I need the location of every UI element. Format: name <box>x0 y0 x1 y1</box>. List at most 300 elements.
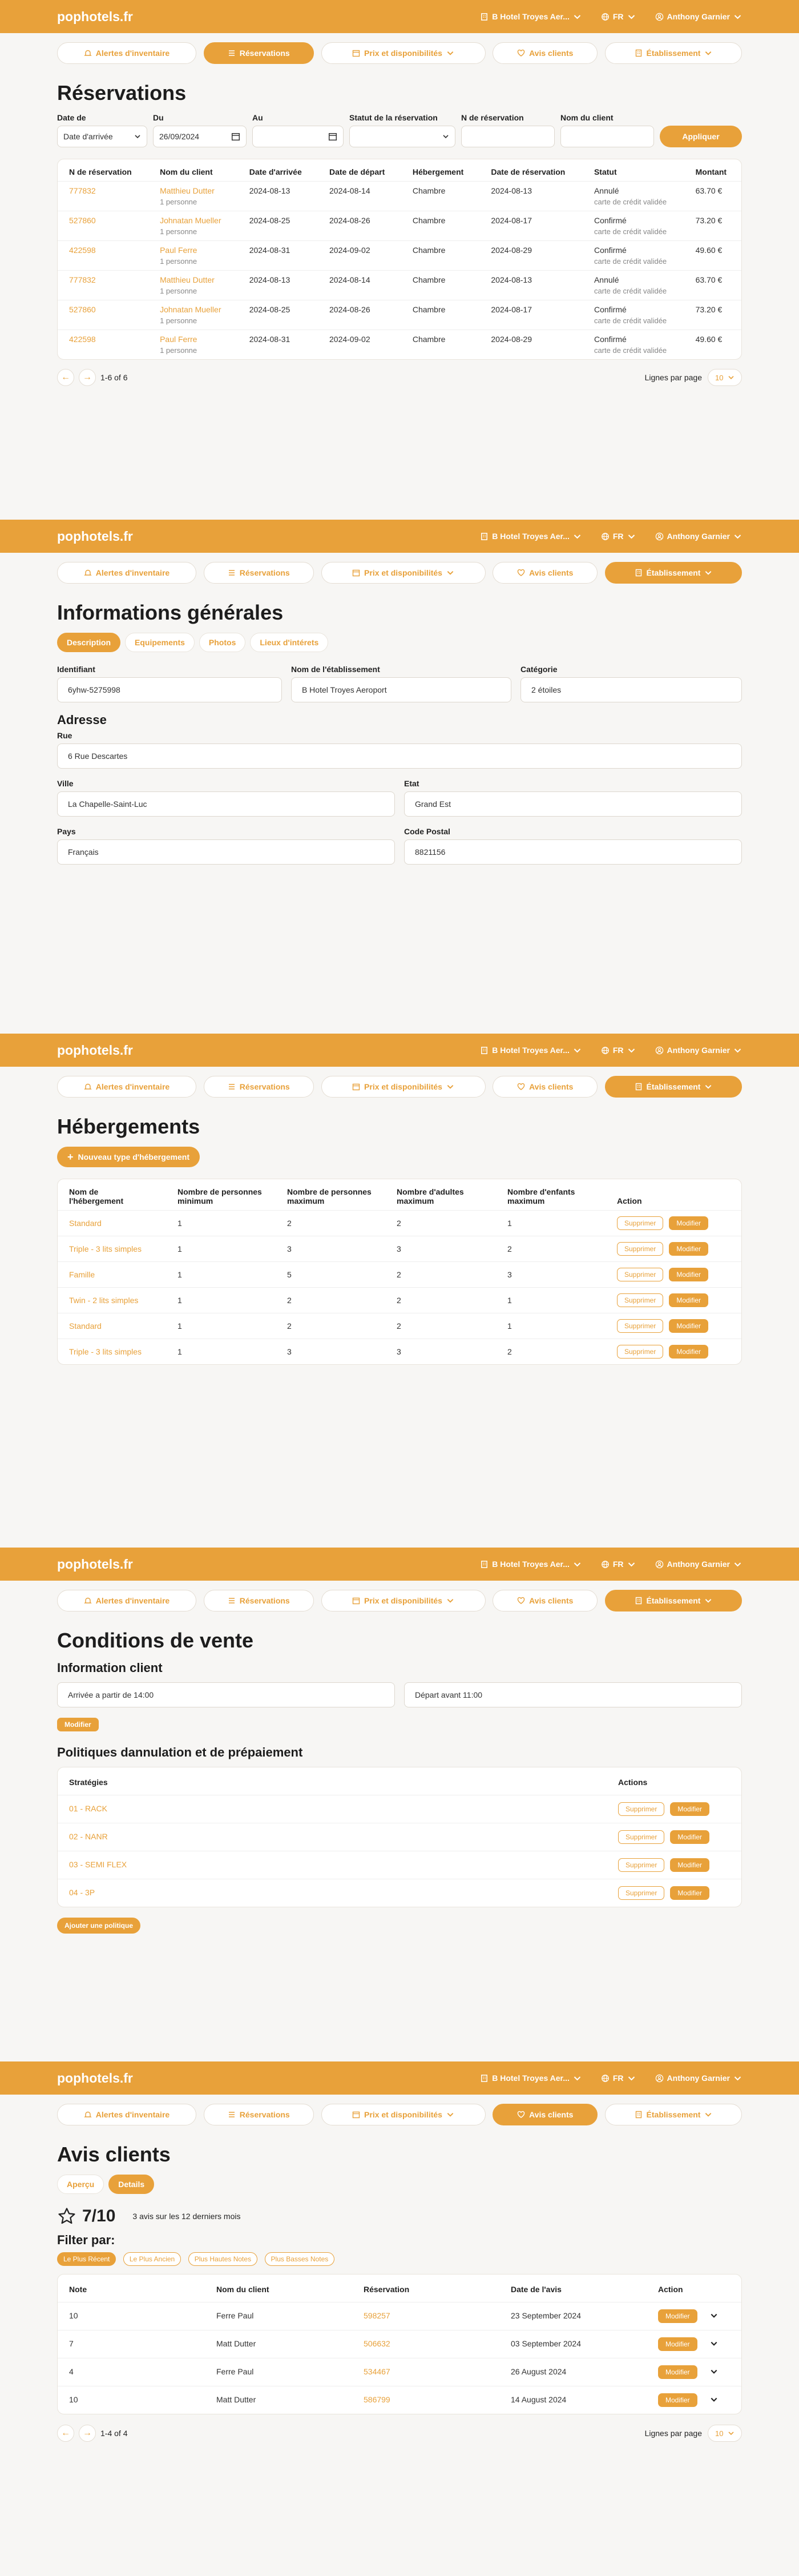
booking-date: 2024-08-17 <box>479 300 583 330</box>
hotel-selector[interactable] <box>480 12 582 21</box>
per-page-value: 10 <box>715 373 724 382</box>
calendar-icon <box>352 2111 360 2119</box>
edit-button[interactable]: Modifier <box>658 2393 697 2407</box>
language-selector[interactable] <box>601 12 636 21</box>
chevron-down-icon <box>728 2430 735 2437</box>
nav-prices-label: Prix et disponibilités <box>364 568 442 577</box>
city-field[interactable]: La Chapelle-Saint-Luc <box>57 791 395 817</box>
tab-overview[interactable]: Aperçu <box>57 2175 104 2194</box>
nav-prices[interactable] <box>321 1590 486 1611</box>
delete-button[interactable]: Supprimer <box>617 1293 663 1307</box>
edit-button[interactable]: Modifier <box>670 1802 709 1816</box>
col-reservation: Réservation <box>352 2274 499 2302</box>
calendar-icon <box>352 1597 360 1605</box>
hotel-selector[interactable] <box>480 1046 582 1055</box>
building-icon <box>480 1560 489 1569</box>
from-date-label: Du <box>153 113 164 122</box>
nav-alerts[interactable] <box>57 2104 196 2125</box>
edit-button[interactable]: Modifier <box>670 1886 709 1900</box>
reviews-screen <box>0 2061 799 2576</box>
nav-alerts-label: Alertes d'inventaire <box>95 49 170 58</box>
calendar-icon <box>328 132 337 141</box>
table-row <box>58 1262 741 1288</box>
client-name-link[interactable]: Johnatan Mueller <box>160 305 221 314</box>
page-range: 1-6 of 6 <box>100 373 128 382</box>
zip-field[interactable]: 8821156 <box>404 839 742 865</box>
star-icon <box>57 2207 76 2226</box>
from-date-input[interactable] <box>153 126 247 147</box>
nav-reviews-label: Avis clients <box>529 2110 574 2119</box>
score-value: 7/10 <box>82 2207 116 2225</box>
room-type: Chambre <box>401 271 480 300</box>
hotel-name: B Hotel Troyes Aer... <box>492 1046 570 1055</box>
tab-description[interactable]: Description <box>57 633 120 652</box>
nav-reviews-label: Avis clients <box>529 1596 574 1605</box>
logo[interactable]: pophotels.fr <box>57 1556 133 1572</box>
user-name: Anthony Garnier <box>667 2073 730 2083</box>
delete-button[interactable]: Supprimer <box>618 1858 664 1872</box>
col-action: Action <box>647 2274 741 2302</box>
nav-alerts[interactable] <box>57 1076 196 1098</box>
col-max-children: Nombre d'enfants maximum <box>496 1179 606 1211</box>
nav-reviews[interactable] <box>493 2104 598 2125</box>
edit-button[interactable]: Modifier <box>669 1268 708 1281</box>
to-date-label: Au <box>252 113 263 122</box>
table-row <box>58 271 741 300</box>
street-field[interactable]: 6 Rue Descartes <box>57 744 742 769</box>
room-max: 2 <box>276 1211 385 1236</box>
category-label: Catégorie <box>520 665 558 674</box>
nav-establishment-label: Établissement <box>646 49 701 58</box>
chevron-down-icon <box>446 49 454 57</box>
date-type-select[interactable] <box>57 126 147 147</box>
prev-page-button[interactable] <box>57 369 74 386</box>
reservation-number-link[interactable]: 527860 <box>69 305 96 314</box>
bell-icon <box>84 1083 92 1091</box>
globe-icon <box>601 13 610 21</box>
chevron-down-icon <box>733 532 742 541</box>
edit-button[interactable]: Modifier <box>670 1858 709 1872</box>
client-name-label: Nom du client <box>560 113 614 122</box>
table-row <box>58 1288 741 1313</box>
sort-highest[interactable]: Plus Hautes Notes <box>188 2252 257 2266</box>
nav-alerts-label: Alertes d'inventaire <box>95 568 170 577</box>
heart-icon <box>517 2111 525 2119</box>
nav-alerts-label: Alertes d'inventaire <box>95 1596 170 1605</box>
hotel-selector[interactable] <box>480 532 582 541</box>
globe-icon <box>601 1046 610 1055</box>
nav-establishment-label: Établissement <box>646 2110 701 2119</box>
heart-icon <box>517 569 525 577</box>
edit-button[interactable]: Modifier <box>658 2365 697 2379</box>
logo[interactable]: pophotels.fr <box>57 528 133 544</box>
language-label: FR <box>612 2073 624 2083</box>
room-children: 2 <box>507 1347 512 1356</box>
add-room-type-button[interactable] <box>57 1147 200 1167</box>
main-nav <box>0 553 799 584</box>
reservations-table <box>57 159 742 360</box>
state-field[interactable]: Grand Est <box>404 791 742 817</box>
status-select[interactable] <box>349 126 455 147</box>
chevron-down-icon <box>704 49 712 57</box>
status-value: Confirmé <box>594 335 627 344</box>
category-field[interactable]: 2 étoiles <box>520 677 742 702</box>
arrow-right-icon: → <box>83 372 92 382</box>
language-selector[interactable] <box>601 1560 636 1569</box>
chevron-down-icon <box>573 2074 582 2083</box>
room-min: 1 <box>166 1236 276 1262</box>
nav-establishment[interactable] <box>605 1590 742 1611</box>
apply-button[interactable]: Appliquer <box>660 126 742 147</box>
status-value: Confirmé <box>594 246 627 255</box>
building-icon <box>635 1597 643 1605</box>
nav-reservations[interactable] <box>204 42 314 64</box>
reservation-number-link[interactable]: 777832 <box>69 186 96 195</box>
strategy-link[interactable]: 04 - 3P <box>69 1888 95 1897</box>
departure-date: 2024-08-14 <box>318 271 401 300</box>
rooms-screen <box>0 1034 799 1548</box>
bell-icon <box>84 49 92 57</box>
payment-status: carte de crédit validée <box>594 227 667 236</box>
logo[interactable]: pophotels.fr <box>57 9 133 24</box>
name-field[interactable]: B Hotel Troyes Aeroport <box>291 677 511 702</box>
hotel-name: B Hotel Troyes Aer... <box>492 1560 570 1569</box>
per-page-label: Lignes par page <box>644 2429 702 2438</box>
col-date: Date de l'avis <box>499 2274 647 2302</box>
expand-row-button[interactable] <box>710 2368 718 2377</box>
info-tabs <box>57 633 742 652</box>
logo[interactable]: pophotels.fr <box>57 1042 133 1058</box>
nav-reservations[interactable] <box>204 1076 314 1098</box>
edit-button[interactable]: Modifier <box>669 1242 708 1256</box>
policies-table <box>57 1767 742 1907</box>
review-note: 10 <box>69 2395 78 2404</box>
client-name-link[interactable]: Paul Ferre <box>160 246 197 255</box>
sort-newest[interactable]: Le Plus Récent <box>57 2252 116 2266</box>
reservation-link[interactable]: 586799 <box>364 2395 390 2404</box>
nav-prices[interactable] <box>321 562 486 584</box>
pagination <box>57 2425 742 2442</box>
strategy-link[interactable]: 01 - RACK <box>69 1804 107 1813</box>
review-date: 03 September 2024 <box>499 2330 647 2358</box>
nav-alerts[interactable] <box>57 42 196 64</box>
chevron-down-icon <box>442 133 449 140</box>
res-number-label: N de réservation <box>461 113 524 122</box>
room-name-link[interactable]: Standard <box>69 1321 102 1331</box>
reservation-number-link[interactable]: 422598 <box>69 246 96 255</box>
delete-button[interactable]: Supprimer <box>618 1886 664 1900</box>
list-icon <box>228 569 236 577</box>
language-selector[interactable] <box>601 1046 636 1055</box>
col-room: Hébergement <box>401 159 480 182</box>
nav-prices-label: Prix et disponibilités <box>364 1082 442 1091</box>
nav-prices[interactable] <box>321 2104 486 2125</box>
review-date: 26 August 2024 <box>499 2358 647 2386</box>
chevron-down-icon <box>710 2368 718 2376</box>
delete-button[interactable]: Supprimer <box>617 1242 663 1256</box>
persons-count: 1 personne <box>160 346 197 355</box>
table-row <box>58 2386 741 2414</box>
table-row <box>58 211 741 241</box>
from-date-value: 26/09/2024 <box>159 132 200 141</box>
room-max: 2 <box>276 1313 385 1339</box>
arrival-field[interactable]: Arrivée a partir de 14:00 <box>57 1682 395 1707</box>
client-name-link[interactable]: Matthieu Dutter <box>160 186 215 195</box>
edit-button[interactable]: Modifier <box>670 1830 709 1844</box>
expand-row-button[interactable] <box>710 2340 718 2349</box>
review-client: Matt Dutter <box>205 2330 352 2358</box>
room-children: 2 <box>496 1236 606 1262</box>
departure-field[interactable]: Départ avant 11:00 <box>404 1682 742 1707</box>
expand-row-button[interactable] <box>710 2312 718 2321</box>
filter-label: Filter par: <box>57 2233 115 2247</box>
col-client: Nom du client <box>205 2274 352 2302</box>
tab-photos[interactable]: Photos <box>199 633 245 652</box>
chevron-down-icon <box>704 2111 712 2119</box>
tab-equipments[interactable]: Equipements <box>125 633 195 652</box>
prev-page-button[interactable] <box>57 2425 74 2442</box>
room-adults: 3 <box>385 1236 496 1262</box>
tab-places[interactable]: Lieux d'intérets <box>250 633 328 652</box>
table-row <box>58 1879 741 1907</box>
delete-button[interactable]: Supprimer <box>617 1319 663 1333</box>
delete-button[interactable]: Supprimer <box>617 1216 663 1230</box>
list-icon <box>228 1597 236 1605</box>
logo[interactable]: pophotels.fr <box>57 2070 133 2085</box>
nav-reviews[interactable] <box>493 562 598 584</box>
booking-date: 2024-08-29 <box>479 241 583 271</box>
reservation-link[interactable]: 598257 <box>364 2311 390 2320</box>
col-status: Statut <box>583 159 684 182</box>
calendar-icon <box>352 49 360 57</box>
hotel-name: B Hotel Troyes Aer... <box>492 532 570 541</box>
nav-establishment[interactable] <box>605 2104 742 2125</box>
nav-reservations[interactable] <box>204 2104 314 2125</box>
chevron-down-icon <box>733 2074 742 2083</box>
nav-reservations-label: Réservations <box>239 2110 290 2119</box>
client-name-link[interactable]: Matthieu Dutter <box>160 275 215 284</box>
chevron-down-icon <box>733 13 742 21</box>
language-selector[interactable] <box>601 2073 636 2083</box>
nav-prices[interactable] <box>321 42 486 64</box>
building-icon <box>635 2111 643 2119</box>
room-adults: 2 <box>385 1288 496 1313</box>
expand-row-button[interactable] <box>710 2396 718 2405</box>
nav-establishment[interactable] <box>605 562 742 584</box>
score-summary <box>57 2207 742 2226</box>
chevron-down-icon <box>704 569 712 577</box>
client-name-link[interactable]: Johnatan Mueller <box>160 216 221 225</box>
chevron-down-icon <box>446 2111 454 2119</box>
street-label: Rue <box>57 731 72 740</box>
review-date: 23 September 2024 <box>499 2302 647 2330</box>
country-field[interactable]: Français <box>57 839 395 865</box>
room-adults: 2 <box>385 1211 496 1236</box>
payment-status: carte de crédit validée <box>594 198 667 206</box>
arrival-date: 2024-08-13 <box>238 182 318 211</box>
delete-button[interactable]: Supprimer <box>617 1345 663 1359</box>
room-min: 1 <box>166 1313 276 1339</box>
date-type-value: Date d'arrivée <box>63 132 113 141</box>
next-page-button[interactable] <box>79 2425 96 2442</box>
nav-reservations-label: Réservations <box>239 1596 290 1605</box>
pagination <box>57 369 742 386</box>
reservations-screen <box>0 0 799 520</box>
per-page-select[interactable] <box>708 2425 742 2442</box>
nav-alerts[interactable] <box>57 1590 196 1611</box>
room-min: 1 <box>166 1288 276 1313</box>
language-label: FR <box>612 1046 624 1055</box>
room-type: Chambre <box>401 300 480 330</box>
list-icon <box>228 2111 236 2119</box>
user-menu[interactable] <box>655 2073 742 2083</box>
calendar-icon <box>352 569 360 577</box>
room-name-link[interactable]: Triple - 3 lits simples <box>69 1347 142 1356</box>
reservation-number-link[interactable]: 527860 <box>69 216 96 225</box>
user-icon <box>655 1046 664 1055</box>
table-header <box>58 1179 741 1211</box>
building-icon <box>635 569 643 577</box>
id-field[interactable]: 6yhw-5275998 <box>57 677 282 702</box>
arrow-left-icon: ← <box>61 372 70 382</box>
rooms-table <box>57 1179 742 1365</box>
chevron-down-icon <box>728 374 735 381</box>
nav-establishment[interactable] <box>605 42 742 64</box>
col-booked: Date de réservation <box>479 159 583 182</box>
date-type-label: Date de <box>57 113 86 122</box>
chevron-down-icon <box>710 2340 718 2348</box>
table-row <box>58 1823 741 1851</box>
nav-establishment[interactable] <box>605 1076 742 1098</box>
nav-reviews[interactable] <box>493 1076 598 1098</box>
per-page-label: Lignes par page <box>644 373 702 382</box>
sort-chips <box>57 2252 742 2266</box>
top-bar <box>0 1034 799 1067</box>
edit-button[interactable]: Modifier <box>669 1293 708 1307</box>
table-row <box>58 1236 741 1262</box>
delete-button[interactable]: Supprimer <box>618 1802 664 1816</box>
per-page-value: 10 <box>715 2429 724 2438</box>
arrival-date: 2024-08-31 <box>238 241 318 271</box>
amount: 73.20 € <box>684 300 741 330</box>
tab-details[interactable]: Details <box>108 2175 154 2194</box>
bell-icon <box>84 1597 92 1605</box>
chevron-down-icon <box>627 1046 636 1055</box>
room-name-link[interactable]: Triple - 3 lits simples <box>69 1244 142 1253</box>
globe-icon <box>601 532 610 541</box>
top-bar <box>0 520 799 553</box>
departure-date: 2024-09-02 <box>329 335 370 344</box>
top-bar <box>0 2061 799 2095</box>
edit-button[interactable]: Modifier <box>669 1345 708 1359</box>
client-name-link[interactable]: Paul Ferre <box>160 335 197 344</box>
col-client: Nom du client <box>148 159 238 182</box>
list-icon <box>228 1083 236 1091</box>
nav-prices-label: Prix et disponibilités <box>364 1596 442 1605</box>
main-nav <box>0 2095 799 2125</box>
edit-button[interactable]: Modifier <box>669 1319 708 1333</box>
reservation-link[interactable]: 506632 <box>364 2339 390 2348</box>
user-menu[interactable] <box>655 12 742 21</box>
delete-button[interactable]: Supprimer <box>618 1830 664 1844</box>
reservation-number-link[interactable]: 422598 <box>69 335 96 344</box>
chevron-down-icon <box>573 1046 582 1055</box>
room-max: 5 <box>276 1262 385 1288</box>
review-note: 7 <box>58 2330 205 2358</box>
room-name-link[interactable]: Twin - 2 lits simples <box>69 1296 139 1305</box>
edit-button[interactable]: Modifier <box>658 2309 697 2323</box>
hotel-selector[interactable] <box>480 1560 582 1569</box>
table-row <box>58 182 741 211</box>
edit-client-info-button[interactable]: Modifier <box>57 1718 99 1731</box>
booking-date: 2024-08-17 <box>479 211 583 241</box>
calendar-icon <box>352 1083 360 1091</box>
res-number-input[interactable] <box>461 126 555 147</box>
sort-oldest[interactable]: Le Plus Ancien <box>123 2252 181 2266</box>
room-children: 1 <box>496 1288 606 1313</box>
user-menu[interactable] <box>655 1046 742 1055</box>
nav-reviews[interactable] <box>493 1590 598 1611</box>
chevron-down-icon <box>446 1083 454 1091</box>
per-page-select[interactable] <box>708 369 742 386</box>
nav-alerts[interactable] <box>57 562 196 584</box>
edit-button[interactable]: Modifier <box>669 1216 708 1230</box>
chevron-down-icon <box>627 2074 636 2083</box>
room-min: 1 <box>166 1262 276 1288</box>
main-nav <box>0 33 799 64</box>
col-action: Action <box>606 1179 741 1211</box>
filter-bar <box>57 113 742 147</box>
review-client: Ferre Paul <box>205 2358 352 2386</box>
next-page-button[interactable] <box>79 369 96 386</box>
language-selector[interactable] <box>601 532 636 541</box>
user-menu[interactable] <box>655 1560 742 1569</box>
room-name-link[interactable]: Famille <box>69 1270 95 1279</box>
room-name-link[interactable]: Standard <box>69 1219 102 1228</box>
chevron-down-icon <box>704 1083 712 1091</box>
table-row <box>58 2330 741 2358</box>
delete-button[interactable]: Supprimer <box>617 1268 663 1281</box>
building-icon <box>480 1046 489 1055</box>
general-info-screen <box>0 520 799 1034</box>
strategy-link[interactable]: 02 - NANR <box>69 1832 108 1841</box>
add-policy-button[interactable]: Ajouter une politique <box>57 1918 140 1934</box>
hotel-name: B Hotel Troyes Aer... <box>492 2073 570 2083</box>
nav-prices[interactable] <box>321 1076 486 1098</box>
nav-reservations[interactable] <box>204 1590 314 1611</box>
nav-reservations-label: Réservations <box>239 568 290 577</box>
booking-date: 2024-08-29 <box>491 335 532 344</box>
departure-date: 2024-08-26 <box>318 300 401 330</box>
room-max: 2 <box>276 1288 385 1313</box>
reservation-number-link[interactable]: 777832 <box>69 275 96 284</box>
review-client: Ferre Paul <box>205 2302 352 2330</box>
strategy-link[interactable]: 03 - SEMI FLEX <box>69 1860 127 1869</box>
user-menu[interactable] <box>655 532 742 541</box>
client-name-input[interactable] <box>560 126 654 147</box>
table-header <box>58 2274 741 2302</box>
room-type: Chambre <box>401 211 480 241</box>
reservation-link[interactable]: 534467 <box>364 2367 390 2376</box>
to-date-input[interactable] <box>252 126 344 147</box>
persons-count: 1 personne <box>160 257 197 266</box>
nav-reviews[interactable] <box>493 42 598 64</box>
edit-button[interactable]: Modifier <box>658 2337 697 2351</box>
nav-reservations[interactable] <box>204 562 314 584</box>
sort-lowest[interactable]: Plus Basses Notes <box>265 2252 335 2266</box>
hotel-selector[interactable] <box>480 2073 582 2083</box>
arrow-left-icon: ← <box>61 2428 70 2438</box>
